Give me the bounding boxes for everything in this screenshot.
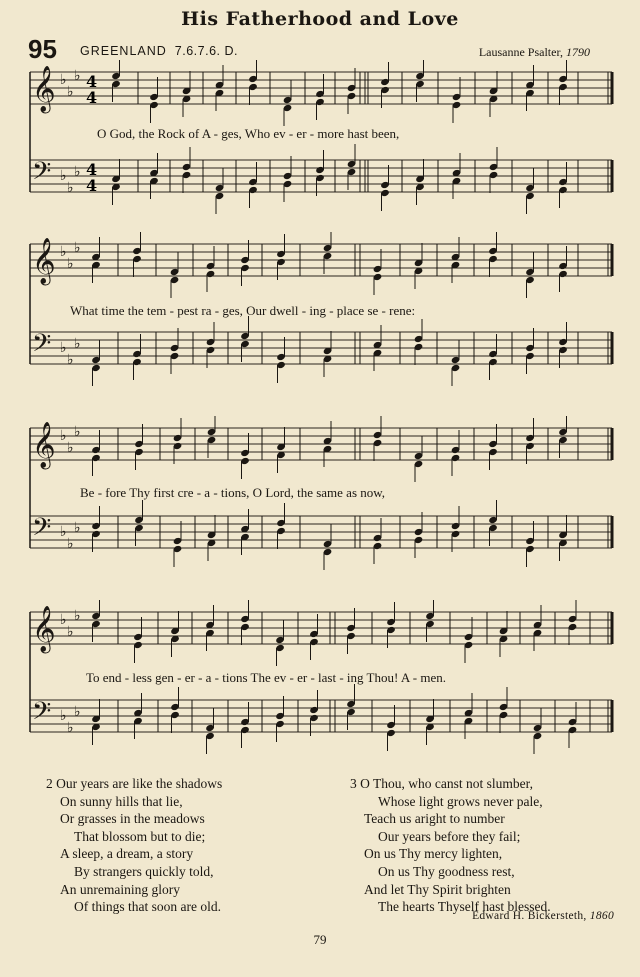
svg-text:♭: ♭: [67, 352, 74, 368]
lyric-line-4: To end - less gen - er - a - tions The ev - er - last - ing Thou! A - men.: [86, 670, 446, 685]
svg-text:4: 4: [86, 160, 98, 179]
svg-text:♭: ♭: [60, 708, 67, 724]
verse-line: That blossom but to die;: [74, 828, 206, 844]
svg-text:𝄞: 𝄞: [32, 606, 56, 652]
svg-text:♭: ♭: [60, 244, 67, 260]
music-system-3: [0, 416, 640, 576]
svg-text:4: 4: [86, 176, 98, 195]
svg-text:♭: ♭: [74, 164, 81, 180]
verse-number: 3: [350, 776, 357, 791]
hymn-number: 95: [28, 34, 57, 64]
verse-line: 2 Our years are like the shadows: [46, 776, 223, 791]
lyric-line-3: Be - fore Thy first cre - a - tions, O Lord, the same as now,: [80, 485, 386, 500]
svg-text:♭: ♭: [67, 440, 74, 456]
svg-text:♭: ♭: [74, 608, 81, 624]
composer-year: 1790: [566, 45, 590, 59]
svg-text:♭: ♭: [67, 84, 74, 100]
svg-text:♭: ♭: [67, 624, 74, 640]
verse-number: 2: [46, 776, 53, 791]
verse-line: A sleep, a dream, a story: [60, 846, 194, 862]
verse-line: By strangers quickly told,: [74, 863, 214, 879]
svg-text:♭: ♭: [67, 256, 74, 272]
svg-text:♭: ♭: [74, 704, 81, 720]
verse-line: On us Thy goodness rest,: [378, 863, 515, 879]
svg-text:𝄢: 𝄢: [32, 329, 52, 364]
author-name: Edward H. Bickersteth,: [472, 910, 587, 922]
svg-text:♭: ♭: [60, 524, 67, 540]
svg-text:♭: ♭: [67, 180, 74, 196]
svg-text:♭: ♭: [67, 720, 74, 736]
verse-line: And let Thy Spirit brighten: [364, 881, 511, 897]
svg-text:♭: ♭: [74, 336, 81, 352]
svg-text:♭: ♭: [60, 168, 67, 184]
verse-line: On sunny hills that lie,: [60, 793, 183, 809]
meter: 7.6.7.6. D.: [174, 44, 238, 58]
page-number: 79: [313, 932, 327, 947]
hymn-title: His Fatherhood and Love: [181, 8, 459, 30]
composer-credit: [479, 45, 590, 60]
svg-text:4: 4: [86, 72, 98, 91]
svg-text:♭: ♭: [74, 68, 81, 84]
verse-line: Or grasses in the meadows: [60, 811, 205, 827]
svg-text:𝄢: 𝄢: [32, 513, 52, 548]
lyric-line-2: What time the tem - pest ra - ges, Our dwell - ing - place se - rene:: [70, 303, 416, 318]
author-credit: [472, 910, 614, 922]
tune-name: GREENLAND: [80, 44, 167, 58]
verse-line: Whose light grows never pale,: [378, 793, 543, 809]
verse-line: On us Thy mercy lighten,: [364, 846, 503, 862]
svg-text:♭: ♭: [67, 536, 74, 552]
verse-line: Our years before they fail;: [378, 828, 521, 844]
svg-text:𝄢: 𝄢: [32, 157, 52, 192]
verse-2: [46, 776, 222, 917]
tune-info: [80, 44, 238, 58]
verse-line: 3 O Thou, who canst not slumber,: [350, 776, 533, 791]
svg-text:♭: ♭: [74, 424, 81, 440]
svg-text:♭: ♭: [60, 340, 67, 356]
svg-text:♭: ♭: [60, 428, 67, 444]
lyric-line-1: O God, the Rock of A - ges, Who ev - er - more hast been,: [97, 126, 400, 141]
music-system-2: [0, 232, 640, 392]
composer-name: Lausanne Psalter,: [478, 45, 563, 59]
svg-text:4: 4: [86, 88, 98, 107]
verse-line: Teach us aright to number: [364, 811, 505, 827]
svg-text:𝄢: 𝄢: [32, 697, 52, 732]
verse-line: Of things that soon are old.: [74, 899, 221, 915]
music-system-4: [0, 600, 640, 760]
author-year: 1860: [589, 910, 614, 922]
svg-text:♭: ♭: [74, 520, 81, 536]
music-system-1: [0, 60, 640, 220]
svg-text:♭: ♭: [74, 240, 81, 256]
svg-text:♭: ♭: [60, 72, 67, 88]
svg-text:𝄞: 𝄞: [32, 238, 56, 284]
svg-text:𝄞: 𝄞: [32, 422, 56, 468]
verse-3: [350, 776, 551, 917]
svg-text:𝄞: 𝄞: [32, 66, 56, 112]
svg-text:♭: ♭: [60, 612, 67, 628]
verse-line: An unremaining glory: [60, 881, 180, 897]
verse-line: The hearts Thyself hast blessed.: [378, 899, 551, 915]
